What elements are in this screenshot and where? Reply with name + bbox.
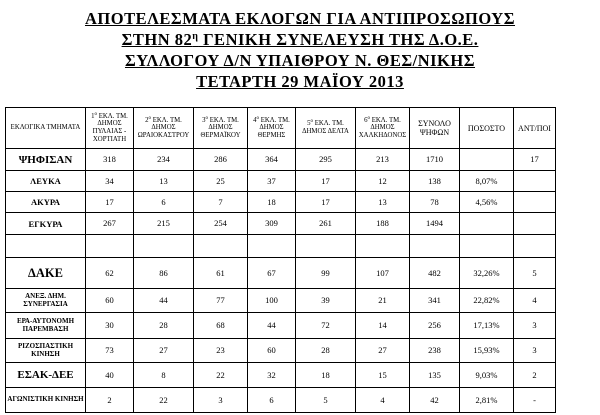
cell: 6 <box>248 388 296 413</box>
cell: 12 <box>356 171 410 192</box>
cell: 62 <box>86 258 134 289</box>
cell: 60 <box>86 289 134 313</box>
cell: 3 <box>514 313 556 339</box>
title-line-4: ΤΕΤΑΡΤΗ 29 ΜΑΪΟΥ 2013 <box>196 72 404 91</box>
cell: 32,26% <box>460 258 514 289</box>
cell: 28 <box>296 339 356 363</box>
cell <box>248 235 296 258</box>
cell <box>514 171 556 192</box>
cell: 73 <box>86 339 134 363</box>
header-section-5: $5^o$ ΕΚΛ. ΤΜ. ΔΗΜΟΣ ΔΕΛΤΑ <box>296 108 356 149</box>
cell <box>6 235 86 258</box>
cell: 15 <box>356 363 410 388</box>
cell <box>460 149 514 171</box>
header-total-votes: ΣΥΝΟΛΟ ΨΗΦΩΝ <box>410 108 460 149</box>
cell: 17 <box>296 171 356 192</box>
header-section-6: $6^o$ ΕΚΛ. ΤΜ. ΔΗΜΟΣ ΧΑΛΚΗΔΟΝΟΣ <box>356 108 410 149</box>
table-row <box>6 339 556 363</box>
cell: 67 <box>248 258 296 289</box>
cell: 2 <box>514 363 556 388</box>
title-line-1: ΑΠΟΤΕΛΕΣΜΑΤΑ ΕΚΛΟΓΩΝ ΓΙΑ ΑΝΤΙΠΡΟΣΩΠΟΥΣ <box>84 9 516 28</box>
cell <box>410 235 460 258</box>
cell: 23 <box>194 339 248 363</box>
header-percentage: ΠΟΣΟΣΤΟ <box>460 108 514 149</box>
cell: 267 <box>86 213 134 235</box>
cell: 3 <box>514 339 556 363</box>
cell: 6 <box>134 192 194 213</box>
table-row <box>6 363 556 388</box>
cell: 72 <box>296 313 356 339</box>
cell: 17,13% <box>460 313 514 339</box>
cell <box>86 235 134 258</box>
cell: 30 <box>86 313 134 339</box>
header-section-3: $3^o$ ΕΚΛ. ΤΜ. ΔΗΜΟΣ ΘΕΡΜΑΪΚΟΥ <box>194 108 248 149</box>
cell <box>296 235 356 258</box>
cell <box>514 235 556 258</box>
cell: 8 <box>134 363 194 388</box>
cell: 4 <box>514 289 556 313</box>
table-row <box>6 192 556 213</box>
cell: 77 <box>194 289 248 313</box>
header-section-4: $4^o$ ΕΚΛ. ΤΜ. ΔΗΜΟΣ ΘΕΡΜΗΣ <box>248 108 296 149</box>
cell: 18 <box>248 192 296 213</box>
cell: 9,03% <box>460 363 514 388</box>
table-row <box>6 213 556 235</box>
cell: 34 <box>86 171 134 192</box>
cell: 482 <box>410 258 460 289</box>
cell: 27 <box>356 339 410 363</box>
cell: 5 <box>514 258 556 289</box>
row-label: ΑΓΩΝΙΣΤΙΚΗ ΚΙΝΗΣΗ <box>6 388 86 413</box>
cell: 100 <box>248 289 296 313</box>
cell: 44 <box>134 289 194 313</box>
row-label: ΕΡΑ-ΑΥΤΟΝΟΜΗ ΠΑΡΕΜΒΑΣΗ <box>6 313 86 339</box>
table-row <box>6 289 556 313</box>
cell: 15,93% <box>460 339 514 363</box>
cell: 14 <box>356 313 410 339</box>
cell: - <box>514 388 556 413</box>
row-label: ΑΚΥΡΑ <box>6 192 86 213</box>
cell: 3 <box>194 388 248 413</box>
cell: 138 <box>410 171 460 192</box>
cell: 309 <box>248 213 296 235</box>
cell <box>356 235 410 258</box>
cell <box>134 235 194 258</box>
cell: 341 <box>410 289 460 313</box>
cell: 213 <box>356 149 410 171</box>
cell: 13 <box>134 171 194 192</box>
cell: 2,81% <box>460 388 514 413</box>
cell: 238 <box>410 339 460 363</box>
header-section-2: $2^o$ ΕΚΛ. ΤΜ. ΔΗΜΟΣ ΩΡΑΙΟΚΑΣΤΡΟΥ <box>134 108 194 149</box>
cell: 39 <box>296 289 356 313</box>
cell: 188 <box>356 213 410 235</box>
cell: 7 <box>194 192 248 213</box>
table-row <box>6 388 556 413</box>
table-row <box>6 149 556 171</box>
cell: 68 <box>194 313 248 339</box>
cell <box>514 213 556 235</box>
cell: 215 <box>134 213 194 235</box>
cell: 17 <box>86 192 134 213</box>
cell: 254 <box>194 213 248 235</box>
cell <box>194 235 248 258</box>
cell: 22 <box>134 388 194 413</box>
cell: 8,07% <box>460 171 514 192</box>
cell: 27 <box>134 339 194 363</box>
cell: 40 <box>86 363 134 388</box>
cell: 44 <box>248 313 296 339</box>
cell: 22,82% <box>460 289 514 313</box>
cell: 25 <box>194 171 248 192</box>
cell: 2 <box>86 388 134 413</box>
header-sections: ΕΚΛΟΓΙΚΑ ΤΜΗΜΑΤΑ <box>6 108 86 149</box>
cell: 256 <box>410 313 460 339</box>
cell: 17 <box>296 192 356 213</box>
row-label: ΨΗΦΙΣΑΝ <box>6 149 86 171</box>
cell: 4,56% <box>460 192 514 213</box>
header-section-1: $1^o$ ΕΚΛ. ΤΜ. ΔΗΜΟΣ ΠΥΛΑΙΑΣ - ΧΟΡΤΙΑΤΗ <box>86 108 134 149</box>
title-line-3: ΣΥΛΛΟΓΟΥ Δ/Ν ΥΠΑΙΘΡΟΥ Ν. ΘΕΣ/ΝΙΚΗΣ <box>124 51 476 70</box>
cell: 22 <box>194 363 248 388</box>
cell: 1494 <box>410 213 460 235</box>
cell: 286 <box>194 149 248 171</box>
cell: 318 <box>86 149 134 171</box>
row-label: ΕΓΚΥΡΑ <box>6 213 86 235</box>
cell: 18 <box>296 363 356 388</box>
cell: 78 <box>410 192 460 213</box>
header-representatives: ΑΝΤ/ΠΟΙ <box>514 108 556 149</box>
table-row <box>6 258 556 289</box>
cell: 135 <box>410 363 460 388</box>
cell: 21 <box>356 289 410 313</box>
row-label: ΕΣΑΚ-ΔΕΕ <box>6 363 86 388</box>
cell: 86 <box>134 258 194 289</box>
results-table <box>5 107 556 413</box>
cell: 60 <box>248 339 296 363</box>
cell: 1710 <box>410 149 460 171</box>
header-row <box>6 108 556 149</box>
cell: 295 <box>296 149 356 171</box>
table-row <box>6 171 556 192</box>
cell: 107 <box>356 258 410 289</box>
title-line-2: ΣΤΗΝ $82^\eta$ ΓΕΝΙΚΗ ΣΥΝΕΛΕΥΣΗ ΤΗΣ Δ.Ο.Ε. <box>121 30 479 49</box>
table-row-spacer <box>6 235 556 258</box>
cell: 234 <box>134 149 194 171</box>
cell: 61 <box>194 258 248 289</box>
table-row <box>6 313 556 339</box>
cell: 4 <box>356 388 410 413</box>
cell <box>514 192 556 213</box>
cell: 28 <box>134 313 194 339</box>
row-label: ΑΝΕΞ. ΔΗΜ. ΣΥΝΕΡΓΑΣΙΑ <box>6 289 86 313</box>
cell: 99 <box>296 258 356 289</box>
cell: 37 <box>248 171 296 192</box>
cell: 261 <box>296 213 356 235</box>
cell: 17 <box>514 149 556 171</box>
row-label: ΔΑΚΕ <box>6 258 86 289</box>
cell <box>460 213 514 235</box>
cell <box>460 235 514 258</box>
row-label: ΛΕΥΚΑ <box>6 171 86 192</box>
cell: 364 <box>248 149 296 171</box>
cell: 5 <box>296 388 356 413</box>
cell: 32 <box>248 363 296 388</box>
cell: 13 <box>356 192 410 213</box>
cell: 42 <box>410 388 460 413</box>
row-label: ΡΙΖΟΣΠΑΣΤΙΚΗ ΚΙΝΗΣΗ <box>6 339 86 363</box>
